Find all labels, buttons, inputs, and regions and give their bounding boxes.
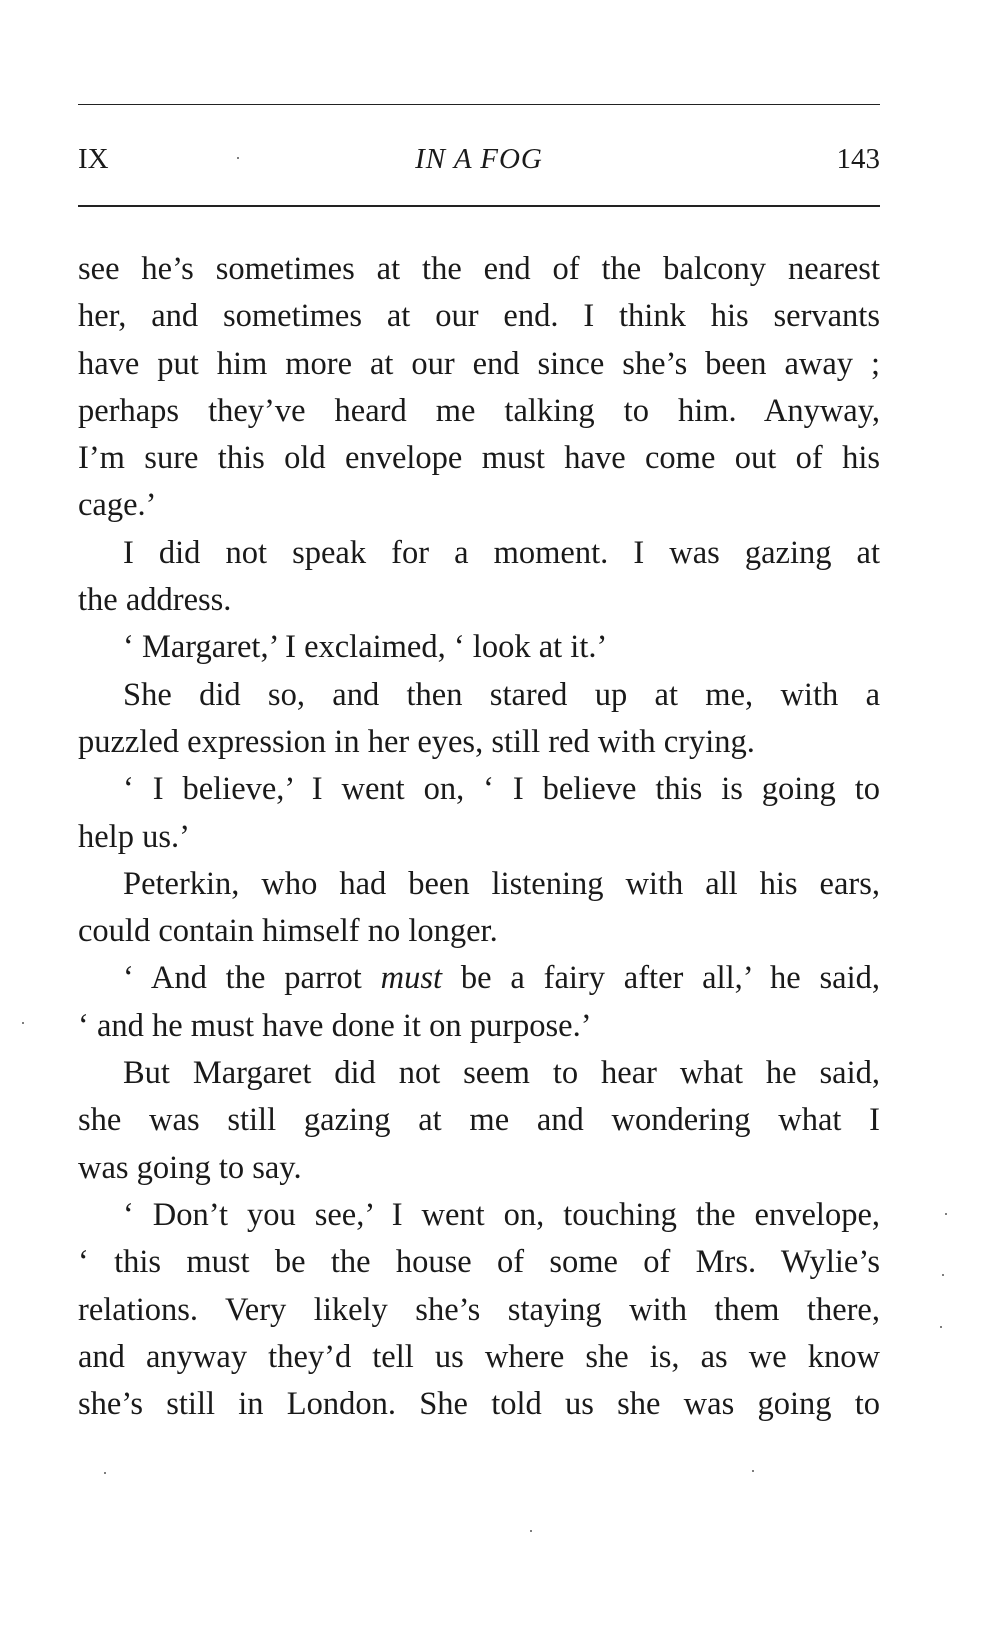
text-line: But Margaret did not seem to hear what he said, — [123, 1055, 880, 1092]
page-number: 143 — [836, 143, 880, 175]
text-line: help us.’ — [78, 818, 190, 855]
text-line: cage.’ — [78, 487, 157, 524]
text-line: and anyway they’d tell us where she is, as we know — [78, 1338, 880, 1375]
text-line: Peterkin, who had been listening with all his ears, — [123, 865, 880, 902]
text-line: puzzled expression in her eyes, still red with crying. — [78, 723, 755, 760]
text-line: ‘ this must be the house of some of Mrs. Wylie’s — [78, 1244, 880, 1281]
print-speck — [945, 1213, 947, 1215]
chapter-number: IX — [78, 143, 109, 175]
text-line: ‘ Don’t you see,’ I went on, touching the envelope, — [123, 1196, 880, 1233]
body-text — [78, 246, 880, 1428]
text-line: see he’s sometimes at the end of the balcony nearest — [78, 251, 880, 287]
text-line: ‘ and he must have done it on purpose.’ — [78, 1007, 592, 1044]
emphasized-word: must — [380, 960, 443, 997]
text-line: ‘ Margaret,’ I exclaimed, ‘ look at it.’ — [123, 629, 608, 666]
running-header — [78, 143, 880, 183]
text-segment: ‘ And the parrot — [123, 960, 381, 997]
print-speck — [530, 1530, 532, 1532]
print-speck — [752, 1470, 754, 1472]
text-line: have put him more at our end since she’s been away ; — [78, 345, 880, 382]
running-title: IN A FOG — [415, 143, 543, 175]
text-line: relations. Very likely she’s staying with them there, — [78, 1291, 880, 1328]
text-line: I’m sure this old envelope must have come out of his — [78, 440, 880, 477]
text-line: her, and sometimes at our end. I think his servants — [78, 298, 880, 335]
text-line: was going to say. — [78, 1149, 302, 1186]
text-line: she was still gazing at me and wondering what I — [78, 1102, 880, 1139]
print-speck — [942, 1274, 944, 1276]
text-line: perhaps they’ve heard me talking to him. Anyway, — [78, 392, 880, 429]
text-line — [78, 955, 880, 1002]
header-top-rule — [78, 104, 880, 105]
text-line: she’s still in London. She told us she was going to — [78, 1386, 880, 1423]
header-bottom-rule — [78, 205, 880, 207]
text-line: I did not speak for a moment. I was gazing at — [123, 534, 880, 571]
text-line: the address. — [78, 582, 232, 619]
text-line: could contain himself no longer. — [78, 913, 498, 950]
text-segment: be a fairy after all,’ he said, — [442, 960, 880, 997]
text-line: ‘ I believe,’ I went on, ‘ I believe this is going to — [123, 771, 880, 808]
print-speck — [22, 1022, 24, 1024]
print-speck — [940, 1326, 942, 1328]
text-line: She did so, and then stared up at me, with a — [123, 676, 880, 713]
print-speck — [104, 1472, 106, 1474]
print-speck — [237, 157, 239, 159]
